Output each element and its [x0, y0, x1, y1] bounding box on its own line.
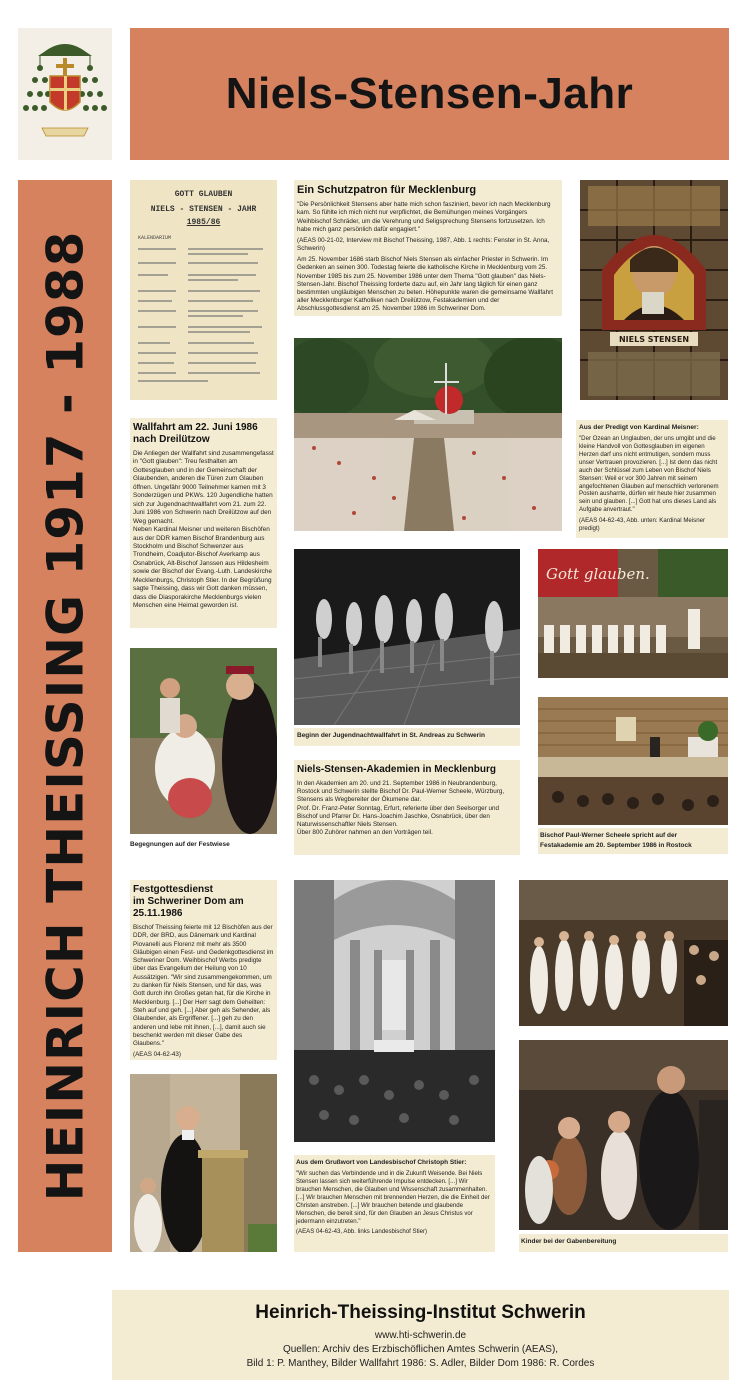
- akademien-p1: In den Akademien am 20. und 21. September 1986 in Neubrandenburg, Rostock und Schwerin stellte Bischof Dr. Paul-Werner Scheele, Würzburg, Stensens als Wegbereiter der Ökumene dar.: [297, 780, 505, 804]
- jugendnacht-photo: [294, 549, 520, 725]
- begegnungen-photo: [130, 648, 277, 834]
- clergy-procession-photo: [519, 880, 728, 1026]
- program-line-3: 1985/86: [186, 218, 221, 227]
- footer-sources: Quellen: Archiv des Erzbischöflichen Amtes Schwerin (AEAS),: [282, 1344, 559, 1355]
- pilgrimage-crowd-photo: [294, 338, 562, 531]
- program-heading: KALENDARIUM: [138, 235, 172, 241]
- festgottesdienst-heading-2: im Schweriner Dom am 25.11.1986: [133, 896, 244, 919]
- wallfahrt-heading: Wallfahrt am 22. Juni 1986 nach Dreilützow: [133, 422, 258, 445]
- footer-credits: Bild 1: P. Manthey, Bilder Wallfahrt 1986: S. Adler, Bilder Dom 1986: R. Cordes: [246, 1358, 595, 1369]
- schutzpatron-source: (AEAS 00-21-02, Interview mit Bischof Theissing, 1987, Abb. 1 rechts: Fenster in St. Anna, Schwerin): [297, 236, 550, 253]
- meisner-heading: Aus der Predigt von Kardinal Meisner:: [579, 424, 699, 431]
- side-banner-text: HEINRICH THEISSING 1917 - 1988: [36, 230, 94, 1202]
- schutzpatron-quote: "Die Persönlichkeit Stensens aber hatte mich schon fasziniert, bevor ich nach Mecklenburg kam. So fühlte ich mich nicht nur verpflichtet, die Bemühungen meines Vorgängers Weihbischof Schräder, um die Verehrung und Seligsprechung Stensens fortzusetzen. Ich habe mich ganz persönlich dafür engagiert.": [297, 201, 551, 233]
- akademien-heading: Niels-Stensen-Akademien in Mecklenburg: [297, 764, 496, 775]
- program-line-1: GOTT GLAUBEN: [174, 190, 233, 199]
- footer: [112, 1290, 729, 1380]
- stained-glass-photo: [580, 180, 728, 400]
- kinder-caption-box: [519, 1234, 728, 1252]
- window-label: NIELS STENSEN: [618, 335, 690, 344]
- festakademie-caption-box: [538, 828, 728, 854]
- page-title: Niels-Stensen-Jahr: [225, 69, 634, 118]
- wallfahrt-box: [130, 418, 277, 628]
- akademien-p3: Über 800 Zuhörer nahmen an den Vorträgen teil.: [297, 829, 433, 837]
- festakademie-caption-1: Bischof Paul-Werner Scheele spricht auf der: [540, 832, 678, 839]
- akademien-p2: Prof. Dr. Franz-Peter Sonntag, Erfurt, referierte über den Seelsorger und Bischof und Pfarrer Dr. Hans-Joachim Jaschke, Osnabrück, über den Naturwissenschaftler Niels Stensen.: [297, 804, 499, 828]
- wallfahrt-p1: Die Anliegen der Wallfahrt sind zusammengefasst in "Gott glauben": Treu festhalten am Gottesglauben und in der Gemeinschaft der Glaubenden, anderen die Türen zum Glauben öffnen. Ungefähr 9000 Teilnehmer kamen mit 3 Sonderzügen und PKWs. 120 Jugendliche hatten sich zur Jugendnachtwallfahrt vom 21. zum 22. Juni 1986 von Schwerin nach Dreilützow auf den Weg gemacht.: [133, 450, 274, 525]
- begegnungen-caption-box: [130, 838, 277, 852]
- gott-glauben-banner-photo: [538, 549, 728, 678]
- header-bar: [130, 28, 729, 160]
- festgottesdienst-source: (AEAS 04-62-43): [133, 1051, 181, 1059]
- kinder-photo: [519, 1040, 728, 1230]
- stier-heading: Aus dem Grußwort von Landesbischof Christoph Stier:: [296, 1159, 467, 1166]
- wallfahrt-p2: Neben Kardinal Meisner und weiteren Bischöfen aus der DDR kamen Bischof Brandenburg aus Stockholm und Bischof Schwenzer aus Trondheim, Coadjutor-Bischof Averkamp aus Osnabrück, Alt-Bischof Janssen aus Hildesheim sowie der Bischof der Evang.-Luth. Landeskirche Mecklenburgs, Christoph Stier. In der Begrüßung sagte Theissing, dass wir Gott danken müssen, dass die Diasporakirche Mecklenburgs vielen Menschen eine Heimat geworden ist.: [133, 526, 272, 610]
- festgottesdienst-heading-1: Festgottesdienst: [133, 884, 214, 895]
- gott-glauben-banner-text: Gott glauben.: [546, 565, 650, 583]
- festakademie-photo: [538, 697, 728, 825]
- schutzpatron-heading: Ein Schutzpatron für Mecklenburg: [297, 184, 477, 196]
- program-line-2: NIELS - STENSEN - JAHR: [150, 205, 257, 214]
- akademien-box: [294, 760, 520, 855]
- program-document: [130, 180, 277, 400]
- stier-box: [294, 1155, 495, 1252]
- landesbischof-photo: [130, 1074, 277, 1252]
- stier-source: (AEAS 04-62-43, Abb. links Landesbischof Stier): [296, 1228, 428, 1236]
- festakademie-caption-2: Festakademie am 20. September 1986 in Rostock: [540, 842, 692, 849]
- meisner-source: (AEAS 04-62-43, Abb. unten: Kardinal Meisner predigt): [579, 517, 706, 533]
- cathedral-interior-photo: [294, 880, 495, 1142]
- festgottesdienst-body: Bischof Theissing feierte mit 12 Bischöfen aus der DDR, der BRD, aus Dänemark und Kardinal Piovanelli aus Florenz mit mehr als 3500 Gläubigen einen Fest- und Gedenkgottesdienst im Schweriner Dom. Weihbischof Werbs predigte über das Evangelium der Heilung von 10 Aussätzigen. "Wir sind zusammengekommen, um zu danken für Niels Stensen, und für das, was Gott durch ihn Großes getan hat, für die Kirche in Mecklenburg. [...] Der Herr sagt dem Geheilten: Steh auf und geh. [...] Aber geh als Sehender, als Glaubender, als Ergriffener. [...] geh zu den anderen und lebe mit ihnen, [...], damit auch sie beschenkt werden mit dieser Gabe des Glaubens.": [133, 924, 274, 1048]
- footer-title: Heinrich-Theissing-Institut Schwerin: [255, 1302, 586, 1323]
- meisner-box: [576, 420, 728, 538]
- side-banner: [18, 180, 112, 1252]
- schutzpatron-body: Am 25. November 1686 starb Bischof Niels Stensen als einfacher Priester in Schwerin. Im Gedenken an seinen 300. Todestag feierte die katholische Kirche in Mecklenburg vom 25. November 1985 bis zum 25. November 1986 unter dem Thema "Gott glauben" das Niels-Stensen-Jahr. Bischof Theissing forderte dazu auf, ein Jahr lang täglich für einen ganz bestimmten ungläubigen Menschen zu beten. Höhepunkte waren die gemeinsame Wallfahrt aller Mecklenburger Katholiken nach Dreilützow, Festakademien und der Abschlussgottesdienst am 25. November 1986 im Schweriner Dom.: [297, 256, 553, 313]
- meisner-quote: "Der Ozean an Unglauben, der uns umgibt und die kleine Handvoll von Gottesglauben im eigenen Herzen darf uns nicht entmutigen, sondern muss unser Vertrauen provozieren. [...] Ist denn das nicht auch der Schlüssel zum Leben von Bischof Niels Stensen: Weil er vor 300 Jahren mit seinem angefochtenen Glauben auf menschlich verlorenem Posten ausharrte, dürfen wir heute hier zusammen sein und glauben. [...] Gott hat uns dieses Land als Aufgabe anvertraut.": [579, 435, 719, 514]
- footer-url[interactable]: www.hti-schwerin.de: [374, 1330, 467, 1341]
- schutzpatron-box: [294, 180, 562, 316]
- begegnungen-caption: Begegnungen auf der Festwiese: [130, 841, 230, 848]
- jugendnacht-caption-box: [294, 728, 520, 746]
- program-list: [138, 245, 269, 390]
- festgottesdienst-box: [130, 880, 277, 1060]
- kinder-caption: Kinder bei der Gabenbereitung: [521, 1238, 617, 1245]
- coat-of-arms: [18, 28, 112, 160]
- stier-quote: "Wir suchen das Verbindende und in die Zukunft Weisende. Bei Niels Stensen lassen sich weiterführende Impulse entdecken. [...] Wir brauchen Menschen, die Glauben und Wissenschaft zusammenhalten. [...] Wir brauchen Menschen mit brennenden Herzen, die die Einheit der Christen anstreben. [...] Wir brauchen betende und glaubende Menschen, die bereit sind, für den Glauben an Jesus Christus vor jedermann einzutreten.": [296, 1170, 490, 1225]
- jugendnacht-caption: Beginn der Jugendnachtwallfahrt in St. Andreas zu Schwerin: [297, 732, 485, 739]
